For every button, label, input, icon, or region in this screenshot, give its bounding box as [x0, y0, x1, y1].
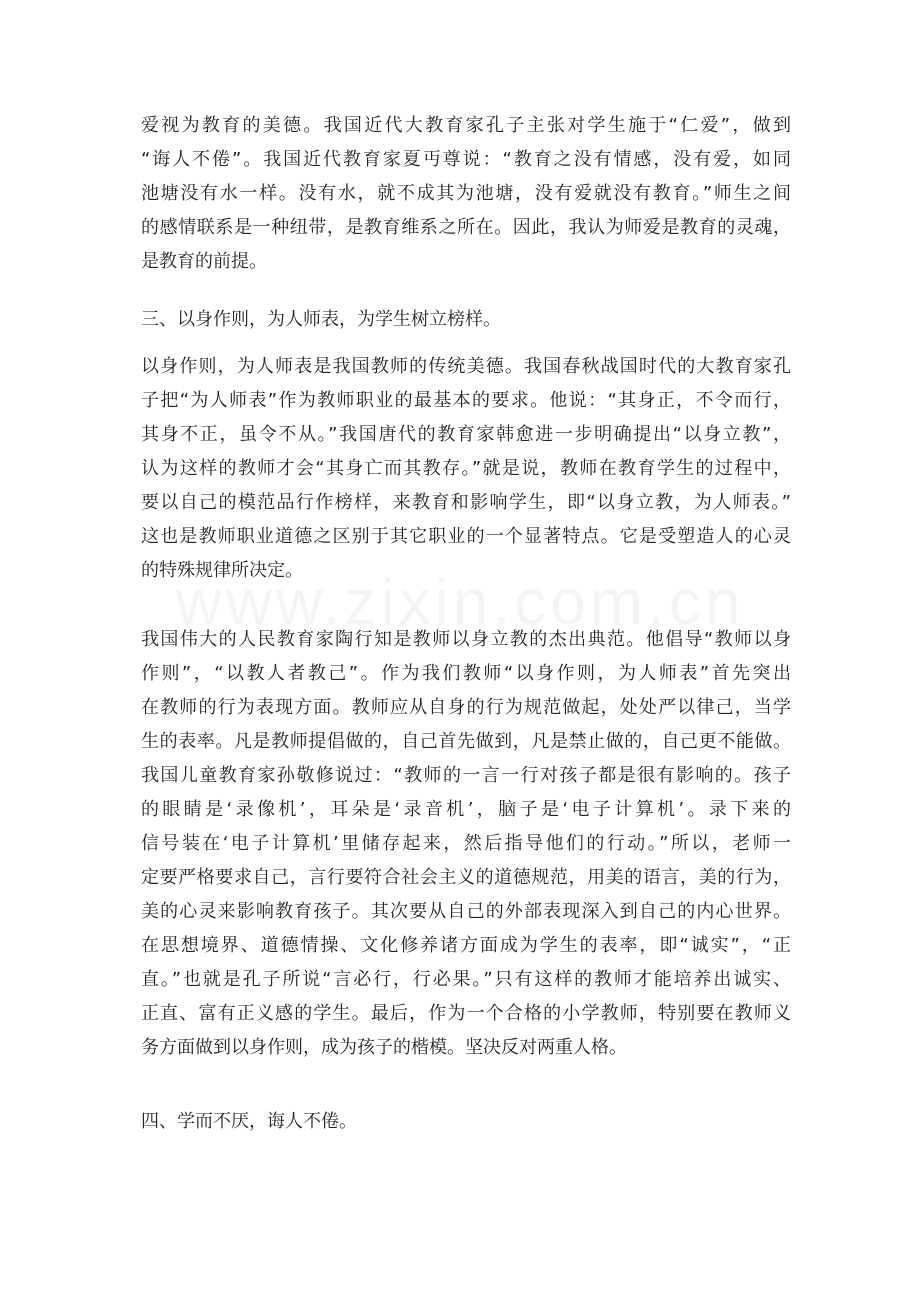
heading-text: 四、学而不厌，诲人不倦。: [141, 1111, 357, 1132]
text-line: 信号装在‘电子计算机’里储存起来，然后指导他们的行动。”所以，老师一: [141, 833, 791, 854]
text-line: 正直、富有正义感的学生。最后，作为一个合格的小学教师，特别要在教师义: [141, 1003, 791, 1024]
text-line: 我国儿童教育家孙敬修说过：“教师的一言一行对孩子都是很有影响的。孩子: [141, 765, 791, 786]
text-line: “诲人不倦”。我国近代教育家夏丏尊说：“教育之没有情感，没有爱，如同: [141, 149, 791, 170]
text-line: 子把“为人师表”作为教师职业的最基本的要求。他说：“其身正，不令而行，: [141, 390, 791, 411]
text-line: 是教育的前提。: [141, 251, 267, 272]
text-line: 定要严格要求自己，言行要符合社会主义的道德规范，用美的语言，美的行为，: [141, 867, 791, 888]
text-line: 认为这样的教师才会“其身亡而其教存。”就是说，教师在教育学生的过程中，: [141, 458, 791, 479]
text-line: 美的心灵来影响教育孩子。其次要从自己的外部表现深入到自己的内心世界。: [141, 901, 791, 922]
text-line: 的眼睛是‘录像机’，耳朵是‘录音机’，脑子是‘电子计算机’。录下来的: [141, 799, 791, 820]
text-line: 生的表率。凡是教师提倡做的，自己首先做到，凡是禁止做的，自己更不能做。: [141, 731, 791, 752]
text-line: 以身作则，为人师表是我国教师的传统美德。我国春秋战国时代的大教育家孔: [141, 356, 791, 377]
text-line: 的感情联系是一种纽带，是教育维系之所在。因此，我认为师爱是教育的灵魂，: [141, 217, 791, 238]
text-line: 作则”，“以教人者教己”。作为我们教师“以身作则，为人师表”首先突出: [141, 663, 791, 684]
heading-text: 三、以身作则，为人师表，为学生树立榜样。: [141, 309, 501, 330]
text-line: 要以自己的模范品行作榜样，来教育和影响学生，即“以身立教，为人师表。”: [141, 492, 791, 513]
text-line: 我国伟大的人民教育家陶行知是教师以身立教的杰出典范。他倡导“教师以身: [141, 629, 791, 650]
text-line: 其身不正，虽令不从。”我国唐代的教育家韩愈进一步明确提出“以身立教”，: [141, 424, 791, 445]
text-line: 在教师的行为表现方面。教师应从自身的行为规范做起，处处严以律己，当学: [141, 697, 791, 718]
text-line: 在思想境界、道德情操、文化修养诸方面成为学生的表率，即“诚实”，“正: [141, 935, 791, 956]
text-line: 池塘没有水一样。没有水，就不成其为池塘，没有爱就没有教育。”师生之间: [141, 183, 791, 204]
text-line: 直。”也就是孔子所说“言必行，行必果。”只有这样的教师才能培养出诚实、: [141, 969, 791, 990]
text-line: 爱视为教育的美德。我国近代大教育家孔子主张对学生施于“仁爱”，做到: [141, 115, 791, 136]
text-line: 务方面做到以身作则，成为孩子的楷模。坚决反对两重人格。: [141, 1037, 627, 1058]
text-line: 的特殊规律所决定。: [141, 560, 303, 581]
text-line: 这也是教师职业道德之区别于其它职业的一个显著特点。它是受塑造人的心灵: [141, 526, 791, 547]
